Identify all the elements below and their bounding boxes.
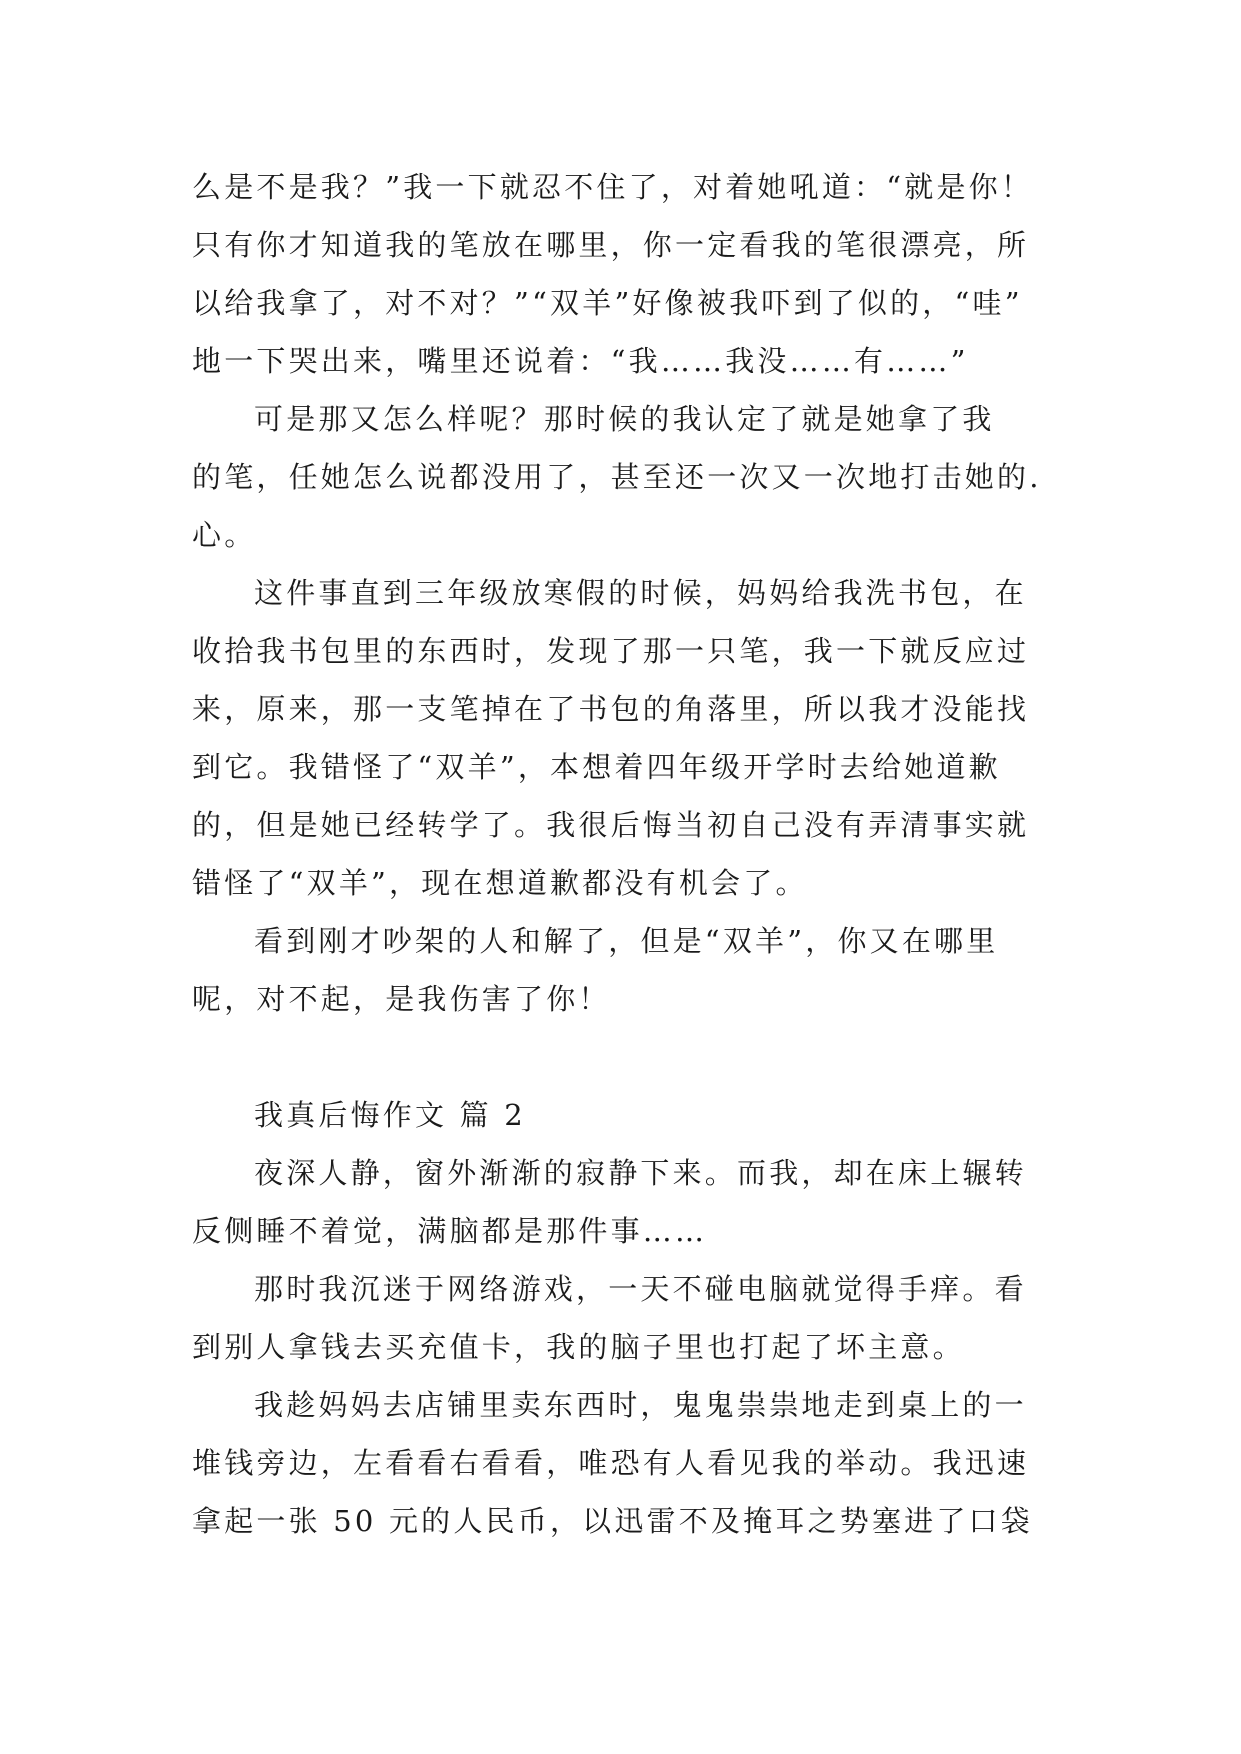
- document-body: [192, 158, 1052, 1550]
- text-line: 可是那又怎么样呢？那时候的我认定了就是她拿了我: [254, 402, 995, 436]
- paragraph: [192, 1376, 1052, 1550]
- text-line: 堆钱旁边，左看看右看看，唯恐有人看见我的举动。我迅速: [192, 1446, 1030, 1480]
- text-line: 看到刚才吵架的人和解了，但是“双羊”，你又在哪里: [254, 924, 999, 958]
- text-line: 地一下哭出来，嘴里还说着：“我……我没……有……”: [192, 344, 969, 378]
- text-line: 这件事直到三年级放寒假的时候，妈妈给我洗书包，在: [254, 576, 1027, 610]
- paragraph: [192, 1144, 1052, 1260]
- text-line: 只有你才知道我的笔放在哪里，你一定看我的笔很漂亮，所: [192, 228, 1030, 262]
- text-line: 错怪了“双羊”，现在想道歉都没有机会了。: [192, 866, 808, 900]
- paragraph: [192, 390, 1052, 564]
- text-line: 拿起一张 50 元的人民币，以迅雷不及掩耳之势塞进了口袋: [192, 1504, 1033, 1538]
- text-line: 的笔，任她怎么说都没用了，甚至还一次又一次地打击她的.: [192, 460, 1042, 494]
- paragraph: [192, 1260, 1052, 1376]
- text-line: 夜深人静，窗外渐渐的寂静下来。而我，却在床上辗转: [254, 1156, 1027, 1190]
- section-heading: 我真后悔作文 篇 2: [254, 1098, 526, 1132]
- text-line: 那时我沉迷于网络游戏，一天不碰电脑就觉得手痒。看: [254, 1272, 1027, 1306]
- text-line: 到别人拿钱去买充值卡，我的脑子里也打起了坏主意。: [192, 1330, 965, 1364]
- text-line: 么是不是我？”我一下就忍不住了，对着她吼道：“就是你！: [192, 170, 1034, 204]
- text-line: 到它。我错怪了“双羊”，本想着四年级开学时去给她道歉: [192, 750, 1001, 784]
- text-line: 以给我拿了，对不对？”“双羊”好像被我吓到了似的，“哇”: [192, 286, 1023, 320]
- text-line: 反侧睡不着觉，满脑都是那件事……: [192, 1214, 708, 1248]
- text-line: 来，原来，那一支笔掉在了书包的角落里，所以我才没能找: [192, 692, 1030, 726]
- paragraph: [192, 564, 1052, 912]
- text-line: 收拾我书包里的东西时，发现了那一只笔，我一下就反应过: [192, 634, 1030, 668]
- paragraph: [192, 158, 1052, 390]
- spacer: [192, 1028, 1052, 1086]
- text-line: 的，但是她已经转学了。我很后悔当初自己没有弄清事实就: [192, 808, 1030, 842]
- text-line: 呢，对不起，是我伤害了你！: [192, 982, 611, 1016]
- text-line: 心。: [192, 518, 257, 552]
- text-line: 我趁妈妈去店铺里卖东西时，鬼鬼祟祟地走到桌上的一: [254, 1388, 1027, 1422]
- paragraph: [192, 912, 1052, 1028]
